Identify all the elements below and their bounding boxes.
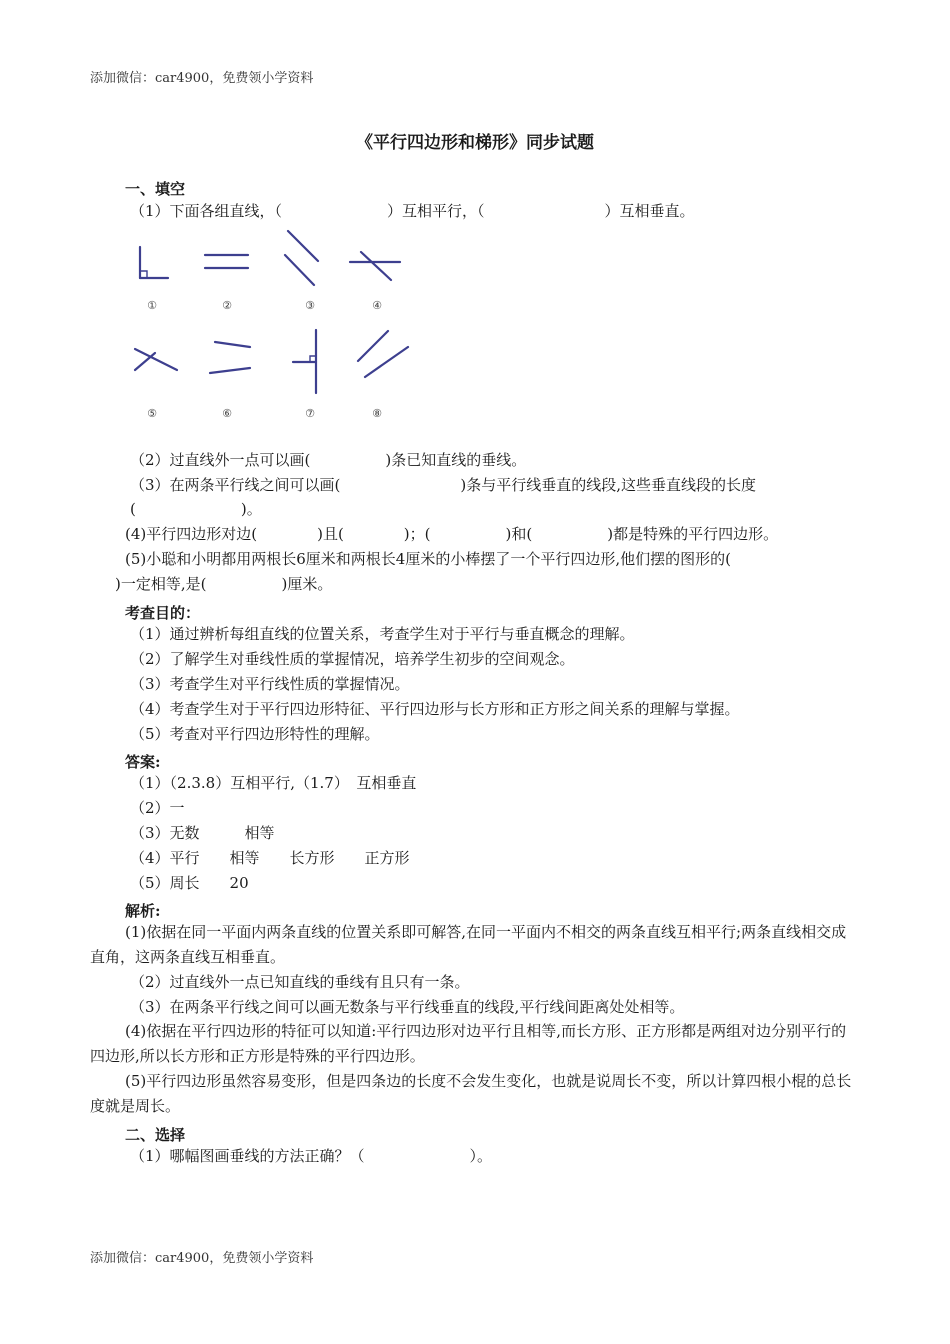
figure-label: ① xyxy=(147,299,157,312)
question-2: （2）过直线外一点可以画( )条已知直线的垂线。 xyxy=(130,451,527,469)
figure-label: ⑧ xyxy=(372,407,382,420)
choice-question-1: （1）哪幅图画垂线的方法正确？（ ）。 xyxy=(130,1147,493,1165)
purpose-item: （2）了解学生对垂线性质的掌握情况，培养学生初步的空间观念。 xyxy=(130,650,575,668)
purpose-item: （4）考查学生对于平行四边形特征、平行四边形与长方形和正方形之间关系的理解与掌握。 xyxy=(130,700,740,718)
page-title: 《平行四边形和梯形》同步试题 xyxy=(356,133,594,153)
question-3-line-2: ( )。 xyxy=(130,500,262,518)
figure-label: ④ xyxy=(372,299,382,312)
answer-3: （3）无数 相等 xyxy=(130,824,275,842)
figure-6-nonparallel-lines xyxy=(210,342,250,373)
figure-label: ⑤ xyxy=(147,407,157,420)
analysis-paragraph-1: (1)依据在同一平面内两条直线的位置关系即可解答,在同一平面内不相交的两条直线互相平行;两条直线相交成直角，这两条直线互相垂直。 xyxy=(90,923,847,966)
figure-5-intersecting-lines xyxy=(135,349,177,370)
answer-1: （1）（2.3.8）互相平行,（1.7） 互相垂直 xyxy=(130,774,417,792)
question-3-line-1: （3）在两条平行线之间可以画( )条与平行线垂直的线段,这些垂直线段的长度 xyxy=(130,476,757,494)
section-choice-heading: 二、选择 xyxy=(125,1126,186,1144)
figure-3-parallel-lines xyxy=(285,231,318,285)
figure-7-perpendicular-lines xyxy=(293,330,316,393)
figure-2-parallel-lines xyxy=(205,255,248,268)
figure-8-parallel-lines xyxy=(358,331,408,377)
purpose-item: （3）考查学生对平行线性质的掌握情况。 xyxy=(130,675,410,693)
figure-label: ⑦ xyxy=(305,407,315,420)
answer-4: （4）平行 相等 长方形 正方形 xyxy=(130,849,410,867)
answer-5: （5）周长 20 xyxy=(130,874,249,892)
analysis-paragraph-4: (4)依据在平行四边形的特征可以知道:平行四边形对边平行且相等,而长方形、正方形都是两组对边分别平行的四边形,所以长方形和正方形是特殊的平行四边形。 xyxy=(90,1022,847,1065)
question-5-line-1: (5)小聪和小明都用两根长6厘米和两根长4厘米的小棒摆了一个平行四边形,他们摆的图形的( xyxy=(125,550,731,568)
question-4: (4)平行四边形对边( )且( )；( )和( )都是特殊的平行四边形。 xyxy=(125,525,779,543)
figure-label: ③ xyxy=(305,299,315,312)
footer-note: 添加微信：car4900，免费领小学资料 xyxy=(90,1251,314,1266)
analysis-paragraph-3: （3）在两条平行线之间可以画无数条与平行线垂直的线段,平行线间距离处处相等。 xyxy=(130,998,685,1016)
section-fill-blank-heading: 一、填空 xyxy=(125,180,186,198)
analysis-paragraph-2: （2）过直线外一点已知直线的垂线有且只有一条。 xyxy=(130,973,470,991)
analysis-paragraph-5: (5)平行四边形虽然容易变形，但是四条边的长度不会发生变化，也就是说周长不变，所以计算四根小棍的总长度就是周长。 xyxy=(90,1072,852,1115)
figure-label: ⑥ xyxy=(222,407,232,420)
answer-2: （2）一 xyxy=(130,799,185,817)
purpose-heading: 考查目的： xyxy=(125,604,201,622)
line-pairs-figure xyxy=(125,225,425,425)
analysis-heading: 解析: xyxy=(125,902,161,920)
purpose-item: （1）通过辨析每组直线的位置关系，考查学生对于平行与垂直概念的理解。 xyxy=(130,625,635,643)
question-5-line-2: )一定相等,是( )厘米。 xyxy=(115,575,333,593)
figure-4-intersecting-lines xyxy=(350,252,400,280)
header-note: 添加微信：car4900，免费领小学资料 xyxy=(90,71,314,86)
answers-heading: 答案: xyxy=(125,753,161,771)
figure-label: ② xyxy=(222,299,232,312)
figure-1-perpendicular-lines xyxy=(140,247,168,278)
question-1: （1）下面各组直线，（ ）互相平行，（ ）互相垂直。 xyxy=(130,202,695,220)
purpose-item: （5）考查对平行四边形特性的理解。 xyxy=(130,725,380,743)
